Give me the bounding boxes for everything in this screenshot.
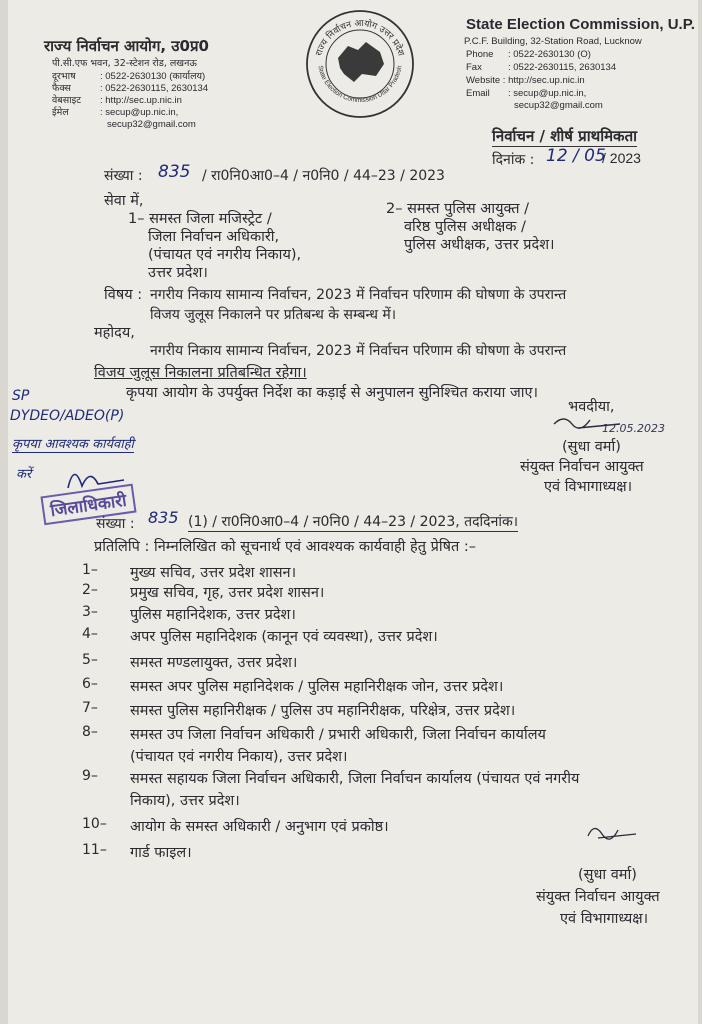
date-handwritten: 12 / 05 [546,146,606,166]
addressee-left-2: जिला निर्वाचन अधिकारी, [148,229,280,245]
right-header-fax: : 0522-2630115, 2630134 [508,62,617,73]
copy-item-text: आयोग के समस्त अधिकारी / अनुभाग एवं प्रकोष्ठ। [130,819,389,835]
copy-item-number: 2– [82,582,98,598]
copy-item-text: समस्त मण्डलायुक्त, उत्तर प्रदेश। [130,655,298,671]
copy-ref-label: संख्या : [96,516,135,532]
copy-item-text: समस्त पुलिस महानिरीक्षक / पुलिस उप महानिरीक्षक, परिक्षेत्र, उत्तर प्रदेश। [130,703,516,719]
addressee-right-1: 2– समस्त पुलिस आयुक्त / [386,201,530,217]
para-line-1: नगरीय निकाय सामान्य निर्वाचन, 2023 में निर्वाचन परिणाम की घोषणा के उपरान्त [150,343,567,359]
subject-label: विषय : [104,287,143,303]
handwritten-note-request: कृपया आवश्यक कार्यवाही [12,434,134,453]
footer-signer-name: (सुधा वर्मा) [578,867,637,883]
closing: भवदीया, [568,399,615,415]
signer-title-2: एवं विभागाध्यक्ष। [544,479,633,495]
priority-label: निर्वाचन / शीर्ष प्राथमिकता [492,127,638,145]
copy-item-number: 3– [82,604,98,620]
ref-rest: / रा0नि0आ0–4 / न0नि0 / 44–23 / 2023 [202,168,445,184]
copy-item-number: 10– [82,816,107,832]
addressee-left-1: 1– समस्त जिला मजिस्ट्रेट / [128,211,272,227]
copy-item-text: समस्त सहायक जिला निर्वाचन अधिकारी, जिला निर्वाचन कार्यालय (पंचायत एवं नगरीय [130,771,580,787]
right-header-phone: : 0522-2630130 (O) [508,49,591,60]
date-year: / 2023 [602,150,641,166]
addressee-right-2: वरिष्ठ पुलिस अधीक्षक / [404,219,526,235]
subject-line-1: नगरीय निकाय सामान्य निर्वाचन, 2023 में निर्वाचन परिणाम की घोषणा के उपरान्त [150,287,567,303]
handwritten-note-kare: करें [16,467,32,482]
right-header-website: Website : http://sec.up.nic.in [466,75,585,86]
date-label: दिनांक : [492,152,535,168]
copy-item-number: 8– [82,724,98,740]
copy-item-number: 11– [82,842,107,858]
seva-label: सेवा में, [104,193,144,209]
copy-item-number: 4– [82,626,98,642]
signature-scribble-2 [584,818,644,846]
right-header-email-label: Email [466,88,490,99]
copy-item-text: प्रमुख सचिव, गृह, उत्तर प्रदेश शासन। [130,585,325,601]
left-header-title: राज्य निर्वाचन आयोग, उ0प्र0 [44,37,209,55]
copy-item-text: अपर पुलिस महानिदेशक (कानून एवं व्यवस्था), उत्तर प्रदेश। [130,629,438,645]
left-header-fax-label: फैक्स [52,83,71,94]
salutation: महोदय, [94,325,135,341]
copy-item-number: 7– [82,700,98,716]
right-header-address: P.C.F. Building, 32-Station Road, Lucknow [464,36,642,47]
right-header-fax-label: Fax [466,62,482,73]
copy-item-number: 1– [82,562,98,578]
right-header-email2: secup32@gmail.com [514,100,603,111]
copy-item-text: समस्त उप जिला निर्वाचन अधिकारी / प्रभारी अधिकारी, जिला निर्वाचन कार्यालय [130,727,546,743]
handwritten-note-dydeo: DYDEO/ADEO(P) [10,408,125,424]
footer-signer-title-1: संयुक्त निर्वाचन आयुक्त [536,889,660,905]
left-header-email2: secup32@gmail.com [107,119,196,130]
right-header-email1: : secup@up.nic.in, [508,88,587,99]
copy-item-text: समस्त अपर पुलिस महानिदेशक / पुलिस महानिरीक्षक जोन, उत्तर प्रदेश। [130,679,504,695]
copy-item-number: 6– [82,676,98,692]
right-header-title: State Election Commission, U.P. [466,16,695,33]
footer-signer-title-2: एवं विभागाध्यक्ष। [560,911,649,927]
left-header-website: : http://sec.up.nic.in [100,95,182,106]
copy-item-number: 5– [82,652,98,668]
copy-item-text: निकाय), उत्तर प्रदेश। [130,793,240,809]
seal-bottom-text: State Election Commission Uttar Pradesh [316,64,404,105]
copy-item-text: मुख्य सचिव, उत्तर प्रदेश शासन। [130,565,297,581]
copy-ref-number-handwritten: 835 [148,508,179,527]
left-header-fax: : 0522-2630115, 2630134 [100,83,209,94]
addressee-left-3: (पंचायत एवं नगरीय निकाय), [148,247,302,263]
left-header-phone: : 0522-2630130 (कार्यालय) [100,71,206,82]
left-header-email-label: ईमेल [52,107,69,118]
left-header-phone-label: दूरभाष [52,71,76,82]
left-header-address: पी.सी.एफ भवन, 32-स्टेशन रोड, लखनऊ [52,58,197,69]
copy-item-text: (पंचायत एवं नगरीय निकाय), उत्तर प्रदेश। [130,749,348,765]
subject-line-2: विजय जुलूस निकालने पर प्रतिबन्ध के सम्बन्ध में। [150,307,397,323]
copy-item-text: पुलिस महानिदेशक, उत्तर प्रदेश। [130,607,296,623]
left-header-email1: : secup@up.nic.in, [100,107,179,118]
left-header-website-label: वेबसाइट [52,95,82,106]
signer-title-1: संयुक्त निर्वाचन आयुक्त [520,459,644,475]
right-header-phone-label: Phone [466,49,494,60]
letter-page [8,0,698,1024]
ref-number-handwritten: 835 [158,162,191,182]
copy-intro: प्रतिलिपि : निम्नलिखित को सूचनार्थ एवं आवश्यक कार्यवाही हेतु प्रेषित :– [94,539,476,555]
addressee-left-4: उत्तर प्रदेश। [148,265,208,281]
ref-label: संख्या : [104,168,143,184]
seal-top-text: राज्य निर्वाचन आयोग उत्तर प्रदेश [314,18,406,58]
signer-name: (सुधा वर्मा) [562,439,621,455]
commission-seal-icon [304,8,416,120]
copy-item-text: गार्ड फाइल। [130,845,192,861]
para-line-3: कृपया आयोग के उपर्युक्त निर्देश का कड़ाई से अनुपालन सुनिश्चित कराया जाए। [126,385,538,401]
handwritten-note-sp: SP [12,388,30,404]
para-line-2: विजय जुलूस निकालना प्रतिबन्धित रहेगा। [94,365,307,381]
signature-date: 12.05.2023 [602,422,665,435]
copy-item-number: 9– [82,768,98,784]
copy-ref-rest: (1) / रा0नि0आ0–4 / न0नि0 / 44–23 / 2023, तददिनांक। [188,514,519,530]
addressee-right-3: पुलिस अधीक्षक, उत्तर प्रदेश। [404,237,555,253]
district-magistrate-stamp: जिलाधिकारी [40,484,136,526]
